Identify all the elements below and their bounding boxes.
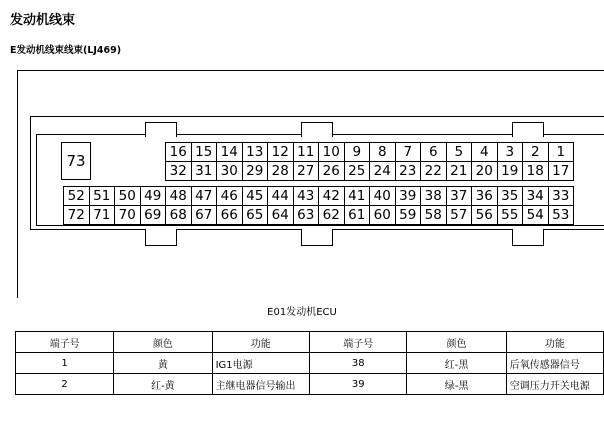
cell-terminal-no: 38 bbox=[310, 353, 407, 374]
connector-bottom-tab-left bbox=[145, 229, 177, 246]
cell-terminal-no: 1 bbox=[16, 353, 114, 374]
header-terminal-no: 端子号 bbox=[310, 332, 407, 353]
pin-cell: 9 bbox=[344, 143, 370, 162]
cell-function: 主继电器信号输出 bbox=[212, 374, 309, 395]
pin-cell: 46 bbox=[217, 187, 243, 206]
pin-cell: 35 bbox=[497, 187, 523, 206]
pin-73-cell: 73 bbox=[61, 142, 91, 180]
pin-cell: 4 bbox=[472, 143, 498, 162]
pin-cell: 16 bbox=[166, 143, 192, 162]
pin-cell: 27 bbox=[293, 162, 319, 181]
pin-cell: 67 bbox=[191, 206, 217, 225]
pin-cell: 7 bbox=[395, 143, 421, 162]
pin-cell: 17 bbox=[548, 162, 574, 181]
pin-cell: 54 bbox=[523, 206, 549, 225]
terminal-table bbox=[15, 331, 604, 395]
bottom-pin-row-b bbox=[64, 206, 574, 225]
pin-cell: 37 bbox=[446, 187, 472, 206]
pin-cell: 12 bbox=[268, 143, 294, 162]
pin-cell: 68 bbox=[166, 206, 192, 225]
header-function: 功能 bbox=[212, 332, 309, 353]
pin-cell: 39 bbox=[395, 187, 421, 206]
pin-cell: 42 bbox=[319, 187, 345, 206]
pin-cell: 66 bbox=[217, 206, 243, 225]
cell-color: 红-黄 bbox=[114, 374, 212, 395]
top-pin-row-a bbox=[166, 143, 574, 162]
table-row bbox=[16, 374, 604, 395]
pin-cell: 41 bbox=[344, 187, 370, 206]
pin-cell: 45 bbox=[242, 187, 268, 206]
cell-terminal-no: 2 bbox=[16, 374, 114, 395]
pin-cell: 24 bbox=[370, 162, 396, 181]
pin-cell: 6 bbox=[421, 143, 447, 162]
cell-function: IG1电源 bbox=[212, 353, 309, 374]
pin-cell: 8 bbox=[370, 143, 396, 162]
pin-cell: 48 bbox=[166, 187, 192, 206]
cell-color: 绿-黑 bbox=[407, 374, 506, 395]
pin-cell: 13 bbox=[242, 143, 268, 162]
pin-cell: 18 bbox=[523, 162, 549, 181]
header-terminal-no: 端子号 bbox=[16, 332, 114, 353]
pin-cell: 19 bbox=[497, 162, 523, 181]
header-function: 功能 bbox=[506, 332, 603, 353]
pin-cell: 10 bbox=[319, 143, 345, 162]
connector-bottom-pin-grid bbox=[63, 186, 574, 225]
pin-cell: 69 bbox=[140, 206, 166, 225]
pin-cell: 3 bbox=[497, 143, 523, 162]
pin-cell: 34 bbox=[523, 187, 549, 206]
pin-cell: 43 bbox=[293, 187, 319, 206]
connector-top-tab-left bbox=[145, 122, 177, 137]
terminal-table-header-row bbox=[16, 332, 604, 353]
pin-cell: 21 bbox=[446, 162, 472, 181]
pin-cell: 49 bbox=[140, 187, 166, 206]
pin-cell: 53 bbox=[548, 206, 574, 225]
cell-function: 后氧传感器信号 bbox=[506, 353, 603, 374]
pin-cell: 50 bbox=[115, 187, 141, 206]
cell-color: 红-黑 bbox=[407, 353, 506, 374]
pin-cell: 29 bbox=[242, 162, 268, 181]
cell-terminal-no: 39 bbox=[310, 374, 407, 395]
pin-cell: 64 bbox=[268, 206, 294, 225]
pin-cell: 11 bbox=[293, 143, 319, 162]
cell-color: 黄 bbox=[114, 353, 212, 374]
pin-cell: 57 bbox=[446, 206, 472, 225]
pin-cell: 5 bbox=[446, 143, 472, 162]
pin-cell: 52 bbox=[64, 187, 90, 206]
pin-cell: 14 bbox=[217, 143, 243, 162]
connector-top-pin-grid bbox=[165, 142, 574, 181]
pin-cell: 56 bbox=[472, 206, 498, 225]
pin-cell: 20 bbox=[472, 162, 498, 181]
pin-cell: 63 bbox=[293, 206, 319, 225]
pin-cell: 61 bbox=[344, 206, 370, 225]
cell-function: 空调压力开关电源 bbox=[506, 374, 603, 395]
pin-cell: 71 bbox=[89, 206, 115, 225]
connector-bottom-tab-right bbox=[512, 229, 544, 246]
header-color: 颜色 bbox=[114, 332, 212, 353]
pin-cell: 65 bbox=[242, 206, 268, 225]
connector-top-tab-right bbox=[512, 122, 544, 137]
pin-cell: 47 bbox=[191, 187, 217, 206]
bottom-pin-row-a bbox=[64, 187, 574, 206]
pin-cell: 38 bbox=[421, 187, 447, 206]
pin-cell: 22 bbox=[421, 162, 447, 181]
pin-cell: 33 bbox=[548, 187, 574, 206]
pin-cell: 51 bbox=[89, 187, 115, 206]
pin-cell: 2 bbox=[523, 143, 549, 162]
pin-cell: 25 bbox=[344, 162, 370, 181]
pin-cell: 40 bbox=[370, 187, 396, 206]
pin-cell: 30 bbox=[217, 162, 243, 181]
pin-cell: 1 bbox=[548, 143, 574, 162]
header-color: 颜色 bbox=[407, 332, 506, 353]
pin-cell: 55 bbox=[497, 206, 523, 225]
pin-cell: 72 bbox=[64, 206, 90, 225]
top-pin-row-b bbox=[166, 162, 574, 181]
pin-cell: 36 bbox=[472, 187, 498, 206]
pin-cell: 59 bbox=[395, 206, 421, 225]
pin-cell: 70 bbox=[115, 206, 141, 225]
section-subheading: E发动机线束线束(LJ469) bbox=[10, 45, 122, 56]
pin-cell: 23 bbox=[395, 162, 421, 181]
pin-cell: 28 bbox=[268, 162, 294, 181]
pin-cell: 60 bbox=[370, 206, 396, 225]
page-heading: 发动机线束 bbox=[10, 13, 76, 28]
pin-cell: 58 bbox=[421, 206, 447, 225]
pin-cell: 15 bbox=[191, 143, 217, 162]
pin-cell: 31 bbox=[191, 162, 217, 181]
pin-cell: 32 bbox=[166, 162, 192, 181]
connector-caption: E01发动机ECU bbox=[267, 307, 337, 318]
pin-cell: 26 bbox=[319, 162, 345, 181]
connector-bottom-tab-middle bbox=[301, 229, 333, 246]
pin-cell: 62 bbox=[319, 206, 345, 225]
connector-top-tab-middle bbox=[301, 122, 333, 137]
table-row bbox=[16, 353, 604, 374]
pin-cell: 44 bbox=[268, 187, 294, 206]
